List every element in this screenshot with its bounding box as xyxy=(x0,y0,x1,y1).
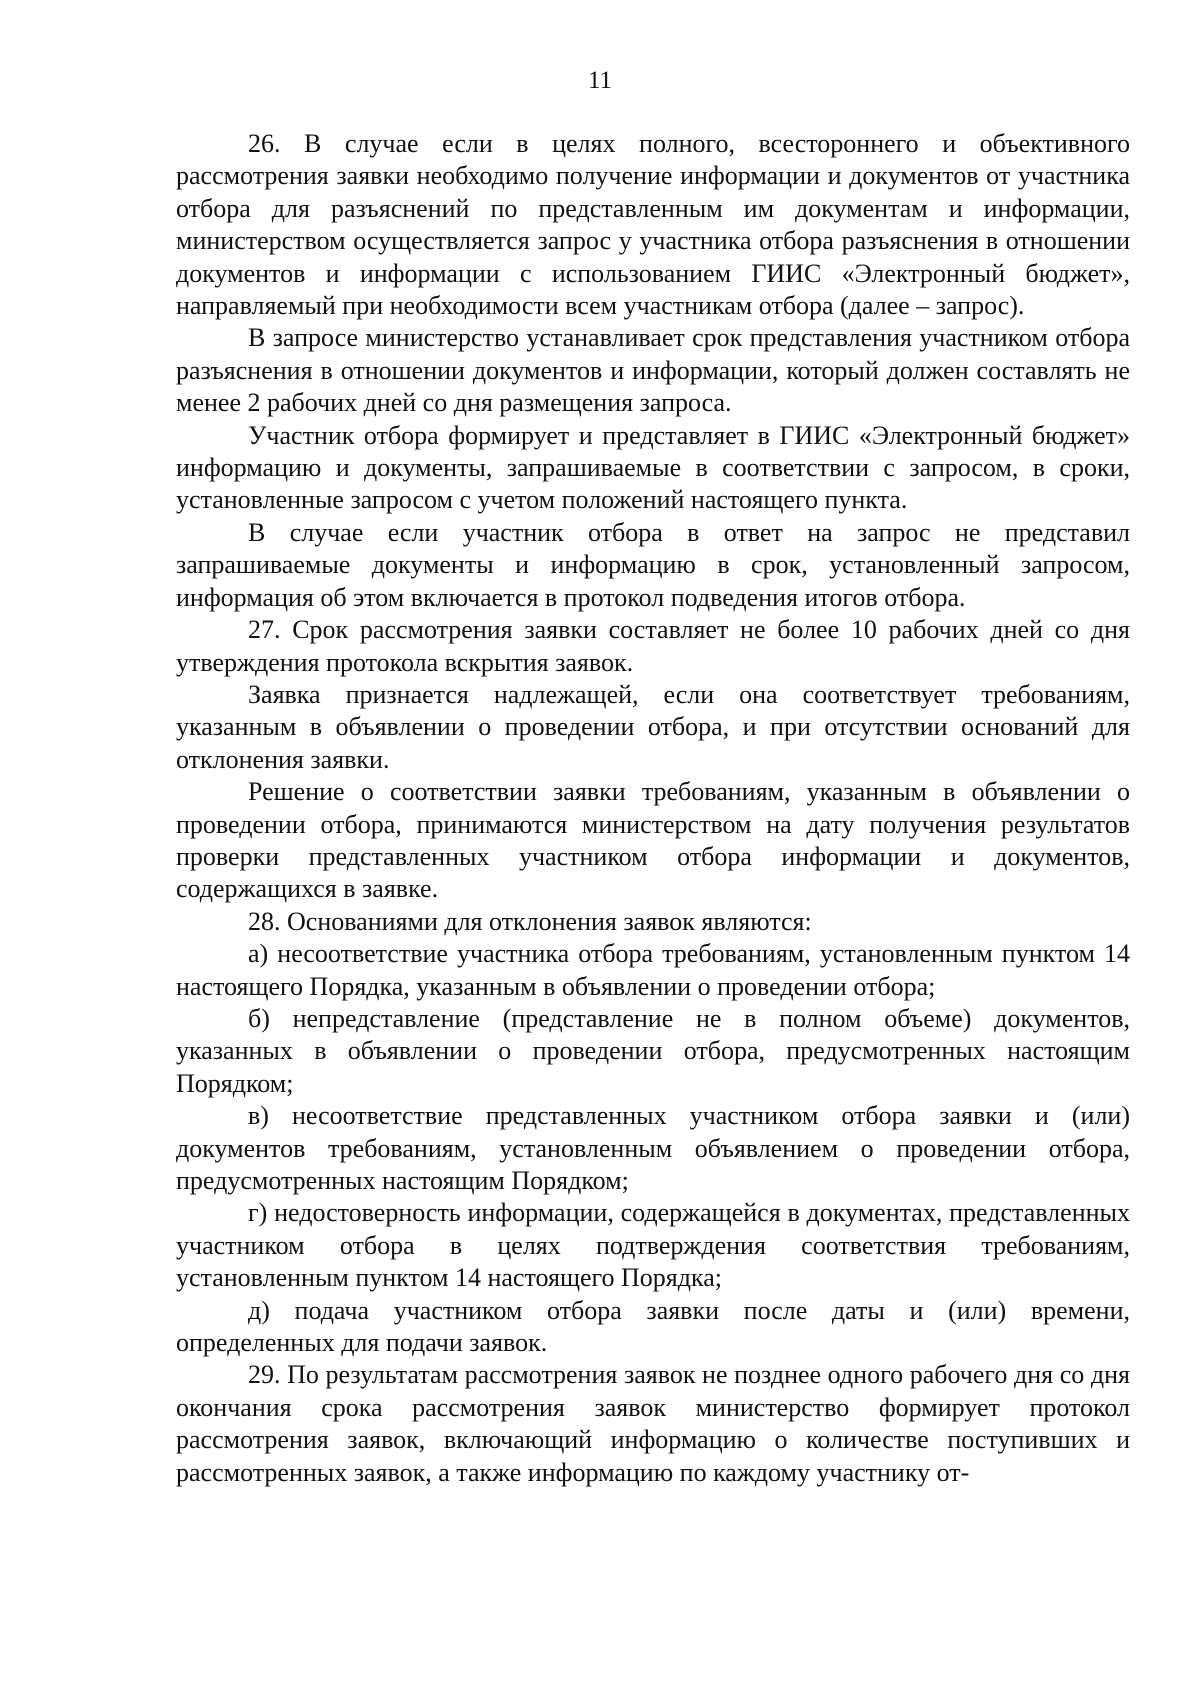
page-number: 11 xyxy=(587,67,613,94)
paragraph-compliance-decision: Решение о соответствии заявки требованиям, указанным в объявлении о проведении отбора, принимаются министерством на дату получения результатов проверки представленных участником отбора информации и документов, содержащихся в заявке. xyxy=(176,777,1130,904)
paragraph-26: 26. В случае если в целях полного, всестороннего и объективного рассмотрения заявки необходимо получение информации и документов от участника отбора для разъяснений по представленным им документам и информации, министерством осуществляется запрос у участника отбора разъяснения в отношении документов и информации с использованием ГИИС «Электронный бюджет», направляемый при необходимости всем участникам отбора (далее – запрос). xyxy=(176,129,1130,321)
paragraph-proper-application: Заявка признается надлежащей, если она соответствует требованиям, указанным в объявлении о проведении отбора, и при отсутствии оснований для отклонения заявки. xyxy=(176,679,1130,774)
list-item-v: в) несоответствие представленных участником отбора заявки и (или) документов требованиям, установленным объявлением о проведении отбора, предусмотренных настоящим Порядком; xyxy=(176,1101,1130,1195)
list-item-b: б) непредставление (представление не в полном объеме) документов, указанных в объявлении о проведении отбора, предусмотренных настоящим Порядком; xyxy=(176,1003,1130,1098)
paragraph-request-deadline: В запросе министерство устанавливает срок представления участником отбора разъяснения в отношении документов и информации, который должен составлять не менее 2 рабочих дней со дня размещения запроса. xyxy=(176,323,1130,418)
paragraph-participant-response: Участник отбора формирует и представляет в ГИИС «Электронный бюджет» информацию и документы, запрашиваемые в соответствии с запросом, в сроки, установленные запросом с учетом положений настоящего пункта. xyxy=(176,420,1130,515)
paragraph-28: 28. Основаниями для отклонения заявок являются: xyxy=(248,906,812,936)
list-item-d: д) подача участником отбора заявки после даты и (или) времени, определенных для подачи заявок. xyxy=(176,1295,1130,1358)
paragraph-29: 29. По результатам рассмотрения заявок не позднее одного рабочего дня со дня окончания срока рассмотрения заявок министерство формирует протокол рассмотрения заявок, включающий информацию о количестве поступивших и рассмотренных заявок, а также информацию по каждому участнику от- xyxy=(176,1360,1130,1487)
list-item-a: а) несоответствие участника отбора требованиям, установленным пунктом 14 настоящего Порядка, указанным в объявлении о проведении отбора; xyxy=(176,939,1130,1001)
list-item-g: г) недостоверность информации, содержащейся в документах, представленных участником отбора в целях подтверждения соответствия требованиям, установленным пунктом 14 настоящего Порядка; xyxy=(176,1198,1130,1293)
paragraph-no-response: В случае если участник отбора в ответ на запрос не представил запрашиваемые документы и информацию в срок, установленный запросом, информация об этом включается в протокол подведения итогов отбора. xyxy=(176,517,1130,612)
document-body xyxy=(176,128,1130,1489)
paragraph-27: 27. Срок рассмотрения заявки составляет не более 10 рабочих дней со дня утверждения протокола вскрытия заявок. xyxy=(176,615,1130,677)
